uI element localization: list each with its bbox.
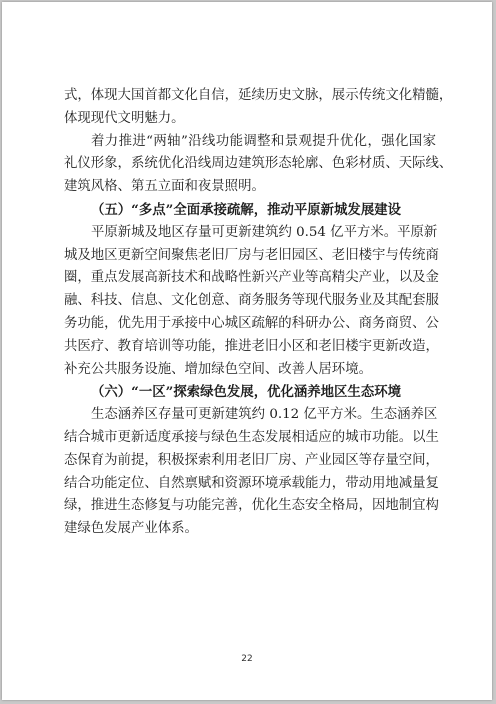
section-heading: （五）“多点”全面承接疏解，推动平原新城发展建设 (91, 201, 401, 218)
paragraph-line: 圈，重点发展高新技术和战略性新兴产业等高精尖产业，以及金 (64, 270, 439, 286)
paragraph-line: 式，体现大国首都文化自信，延续历史文脉，展示传统文化精髓， (64, 88, 453, 103)
paragraph-line: 绿，推进生态修复与功能完善，优化生态安全格局，因地制宜构 (64, 498, 439, 514)
document-page (2, 2, 492, 700)
section-heading: （六）“一区”探索绿色发展，优化涵养地区生态环境 (91, 384, 401, 401)
paragraph-line: 体现现代文明魅力。 (64, 110, 185, 126)
paragraph-line: 平原新城及地区存量可更新建筑约 0.54 亿平方米。平原新 (91, 224, 438, 240)
page-number: 22 (241, 654, 253, 664)
paragraph-line: 共医疗、教育培训等功能，推进老旧小区和老旧楼宇更新改造， (64, 338, 439, 354)
paragraph-line: 补充公共服务设施、增加绿色空间、改善人居环境。 (64, 361, 372, 377)
paragraph-line: 融、科技、信息、文化创意、商务服务等现代服务业及其配套服 (64, 293, 439, 309)
paragraph-line: 态保育为前提，积极探索利用老旧厂房、产业园区等存量空间， (64, 452, 439, 468)
paragraph-line: 城及地区更新空间聚焦老旧厂房与老旧园区、老旧楼宇与传统商 (64, 247, 439, 263)
paragraph-line: 着力推进“两轴”沿线功能调整和景观提升优化，强化国家 (91, 133, 436, 149)
paragraph-line: 建绿色发展产业体系。 (64, 521, 198, 537)
paragraph-line: 结合城市更新适度承接与绿色生态发展相适应的城市功能。以生 (64, 429, 439, 445)
paragraph-line: 建筑风格、第五立面和夜景照明。 (64, 179, 265, 195)
paragraph-line: 生态涵养区存量可更新建筑约 0.12 亿平方米。生态涵养区 (91, 407, 438, 423)
paragraph-line: 礼仪形象，系统优化沿线周边建筑形态轮廓、色彩材质、天际线、 (64, 156, 453, 172)
paragraph-line: 结合功能定位、自然禀赋和资源环境承载能力，带动用地减量复 (64, 475, 439, 491)
page-body (64, 85, 453, 541)
paragraph-line: 务功能，优先用于承接中心城区疏解的科研办公、商务商贸、公 (64, 315, 439, 331)
